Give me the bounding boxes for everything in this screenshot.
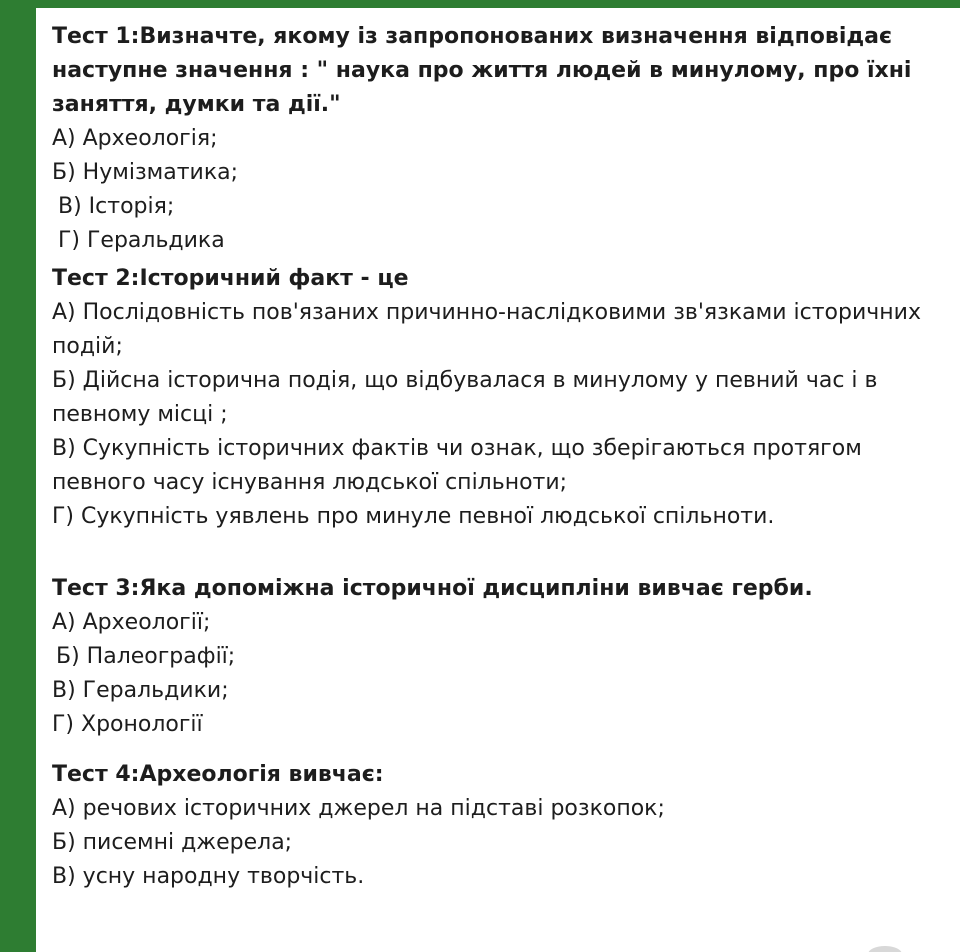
test-3-option-b: Б) Палеографії; bbox=[56, 644, 236, 669]
top-border bbox=[0, 0, 960, 8]
test-1-option-a: А) Археологія; bbox=[52, 126, 218, 151]
test-1 bbox=[52, 20, 942, 258]
test-4 bbox=[52, 758, 942, 894]
test-1-option-d: Г) Геральдика bbox=[58, 228, 225, 253]
test-4-question: Тест 4:Археологія вивчає: bbox=[52, 762, 384, 787]
left-border bbox=[0, 0, 36, 952]
test-2-option-a: А) Послідовність пов'язаних причинно-наслідковими зв'язками історичних подій; bbox=[52, 300, 921, 359]
test-3-option-c: В) Геральдики; bbox=[52, 678, 229, 703]
test-1-option-b: Б) Нумізматика; bbox=[52, 160, 239, 185]
test-4-option-c: В) усну народну творчість. bbox=[52, 864, 365, 889]
test-2-option-d: Г) Сукупність уявлень про минуле певної людської спільноти. bbox=[52, 504, 775, 529]
test-4-option-a: А) речових історичних джерел на підставі розкопок; bbox=[52, 796, 665, 821]
test-2-question: Тест 2:Історичний факт - це bbox=[52, 266, 409, 291]
test-3 bbox=[52, 572, 942, 742]
scroll-indicator bbox=[868, 946, 902, 952]
test-1-question: Тест 1:Визначте, якому із запропонованих визначення відповідає наступне значення : " наука про життя людей в минулому, про їхні заняття, думки та дії." bbox=[52, 24, 912, 117]
test-1-option-c: В) Історія; bbox=[58, 194, 175, 219]
test-3-option-a: А) Археології; bbox=[52, 610, 211, 635]
test-3-option-d: Г) Хронології bbox=[52, 712, 203, 737]
test-2 bbox=[52, 262, 942, 534]
document-body bbox=[52, 20, 942, 894]
test-3-question: Тест 3:Яка допоміжна історичної дисципліни вивчає герби. bbox=[52, 576, 813, 601]
test-2-option-c: В) Сукупність історичних фактів чи ознак, що зберігаються протягом певного часу існування людської спільноти; bbox=[52, 436, 862, 495]
test-4-option-b: Б) писемні джерела; bbox=[52, 830, 293, 855]
test-2-option-b: Б) Дійсна історична подія, що відбувалася в минулому у певний час і в певному місці ; bbox=[52, 368, 878, 427]
